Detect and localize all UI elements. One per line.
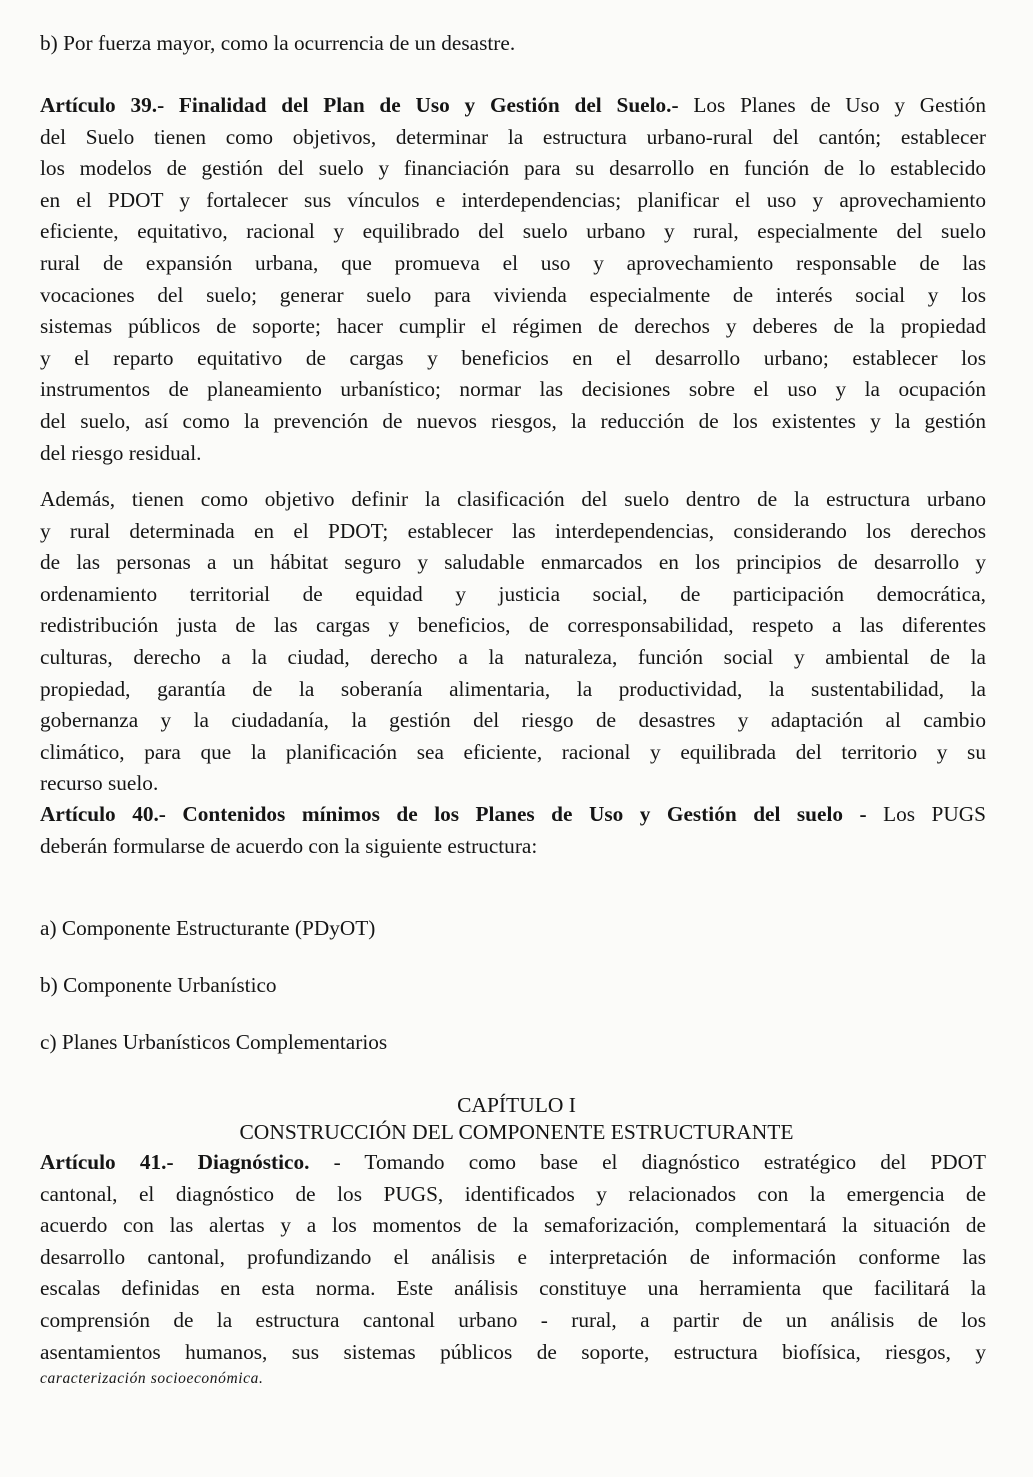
article-40-heading: Artículo 40.- Contenidos mínimos de los Planes de Uso y Gestión del suelo - — [40, 802, 867, 826]
text-line: instrumentos de planeamiento urbanístico; normar las decisiones sobre el uso y la ocupación — [40, 377, 986, 402]
text-line: del riesgo residual. — [40, 440, 202, 465]
list-item: a) Componente Estructurante (PDyOT) — [40, 916, 376, 940]
paragraph-ademas — [40, 484, 986, 800]
text-line: recurso suelo. — [40, 771, 159, 796]
chapter-title: CONSTRUCCIÓN DEL COMPONENTE ESTRUCTURANTE — [239, 1120, 794, 1144]
article-40: Artículo 40.- Contenidos mínimos de los Planes de Uso y Gestión del suelo - Los PUGS deberán formularse de acuerdo con la siguiente estructura: — [40, 799, 986, 862]
text-line: ordenamiento territorial de equidad y justicia social, de participación democrática, — [40, 581, 986, 606]
text-line: cantonal, el diagnóstico de los PUGS, identificados y relacionados con la emergencia de — [40, 1181, 986, 1206]
text-line: vocaciones del suelo; generar suelo para vivienda especialmente de interés social y los — [40, 282, 986, 307]
text-line: escalas definidas en esta norma. Este análisis constituye una herramienta que facilitará la — [40, 1276, 986, 1301]
text-line: desarrollo cantonal, profundizando el análisis e interpretación de información conforme las — [40, 1244, 986, 1269]
text-line: rural de expansión urbana, que promueva el uso y aprovechamiento responsable de las — [40, 250, 986, 275]
text-line: gobernanza y la ciudadanía, la gestión del riesgo de desastres y adaptación al cambio — [40, 708, 986, 733]
text-line: propiedad, garantía de la soberanía alimentaria, la productividad, la sustentabilidad, la — [40, 676, 986, 701]
text-line: b) Por fuerza mayor, como la ocurrencia de un desastre. — [40, 31, 516, 55]
text-line: climático, para que la planificación sea eficiente, racional y equilibrada del territorio y su — [40, 739, 986, 764]
text-line: asentamientos humanos, sus sistemas públicos de soporte, estructura biofísica, riesgos, y — [40, 1339, 986, 1364]
article-39-heading: Artículo 39.- Finalidad del Plan de Uso y Gestión del Suelo.- — [40, 93, 679, 117]
text-line: y el reparto equitativo de cargas y beneficios en el desarrollo urbano; establecer los — [40, 345, 986, 370]
article-41: Artículo 41.- Diagnóstico. - Tomando como base el diagnóstico estratégico del PDOT cantonal, el diagnóstico de los PUGS, identificados y relacionados con la emergencia de acuerdo con las alertas y a los momentos de la semaforización, complementará la situación de desarrollo cantonal, profundizando el análisis e interpretación de información conforme las escalas definidas en esta norma. Este análisis constituye una herramienta que facilitará la comprensión de la estructura cantonal urbano - rural, a partir de un análisis de los asentamientos humanos, sus sistemas públicos de soporte, estructura biofísica, riesgos, y caracterización socioeconómica. — [40, 1147, 986, 1390]
chapter-number: CAPÍTULO I — [457, 1093, 576, 1117]
text-line: eficiente, equitativo, racional y equilibrado del suelo urbano y rural, especialmente del suelo — [40, 219, 986, 244]
article-41-heading: Artículo 41.- Diagnóstico. — [40, 1150, 310, 1174]
text-line: comprensión de la estructura cantonal urbano - rural, a partir de un análisis de los — [40, 1307, 986, 1332]
text-line: acuerdo con las alertas y a los momentos de la semaforización, complementará la situación de — [40, 1213, 986, 1238]
text-line: de las personas a un hábitat seguro y saludable enmarcados en los principios de desarrollo y — [40, 550, 986, 575]
article-39: Artículo 39.- Finalidad del Plan de Uso y Gestión del Suelo.- Los Planes de Uso y Gestión del Suelo tienen como objetivos, determinar la estructura urbano-rural del cantón; establecer los modelos de gestión del suelo y financiación para su desarrollo en función de lo establecido en el PDOT y fortalecer sus vínculos e interdependencias; planificar el uso y aprovechamiento eficiente, equitativo, racional y equilibrado del suelo urbano y rural, especialmente del suelo rural de expansión urbana, que promueva el uso y aprovechamiento responsable de las vocaciones del suelo; generar suelo para vivienda especialmente de interés social y los sistemas públicos de soporte; hacer cumplir el régimen de derechos y deberes de la propiedad y el reparto equitativo de cargas y beneficios en el desarrollo urbano; establecer los instrumentos de planeamiento urbanístico; normar las decisiones sobre el uso y la ocupación del suelo, así como la prevención de nuevos riesgos, la reducción de los existentes y la gestión del riesgo residual. — [40, 90, 986, 469]
text-line: y rural determinada en el PDOT; establecer las interdependencias, considerando los derechos — [40, 518, 986, 543]
text-line: redistribución justa de las cargas y beneficios, de corresponsabilidad, respeto a las diferentes — [40, 613, 986, 638]
text-line: deberán formularse de acuerdo con la siguiente estructura: — [40, 833, 538, 858]
list-item: c) Planes Urbanísticos Complementarios — [40, 1030, 388, 1054]
text-line: Además, tienen como objetivo definir la clasificación del suelo dentro de la estructura urbano — [40, 487, 986, 511]
text-line: sistemas públicos de soporte; hacer cumplir el régimen de derechos y deberes de la propiedad — [40, 314, 986, 339]
paragraph-item-b — [40, 28, 986, 60]
text-line: en el PDOT y fortalecer sus vínculos e interdependencias; planificar el uso y aprovechamiento — [40, 187, 986, 212]
text-line: del suelo, así como la prevención de nuevos riesgos, la reducción de los existentes y la gestión — [40, 408, 986, 433]
text-line: los modelos de gestión del suelo y financiación para su desarrollo en función de lo establecido — [40, 156, 986, 181]
text-line: culturas, derecho a la ciudad, derecho a la naturaleza, función social y ambiental de la — [40, 644, 986, 669]
list-item: b) Componente Urbanístico — [40, 973, 277, 997]
text-line: caracterización socioeconómica. — [40, 1370, 264, 1388]
text-line: del Suelo tienen como objetivos, determinar la estructura urbano-rural del cantón; establecer — [40, 124, 986, 149]
